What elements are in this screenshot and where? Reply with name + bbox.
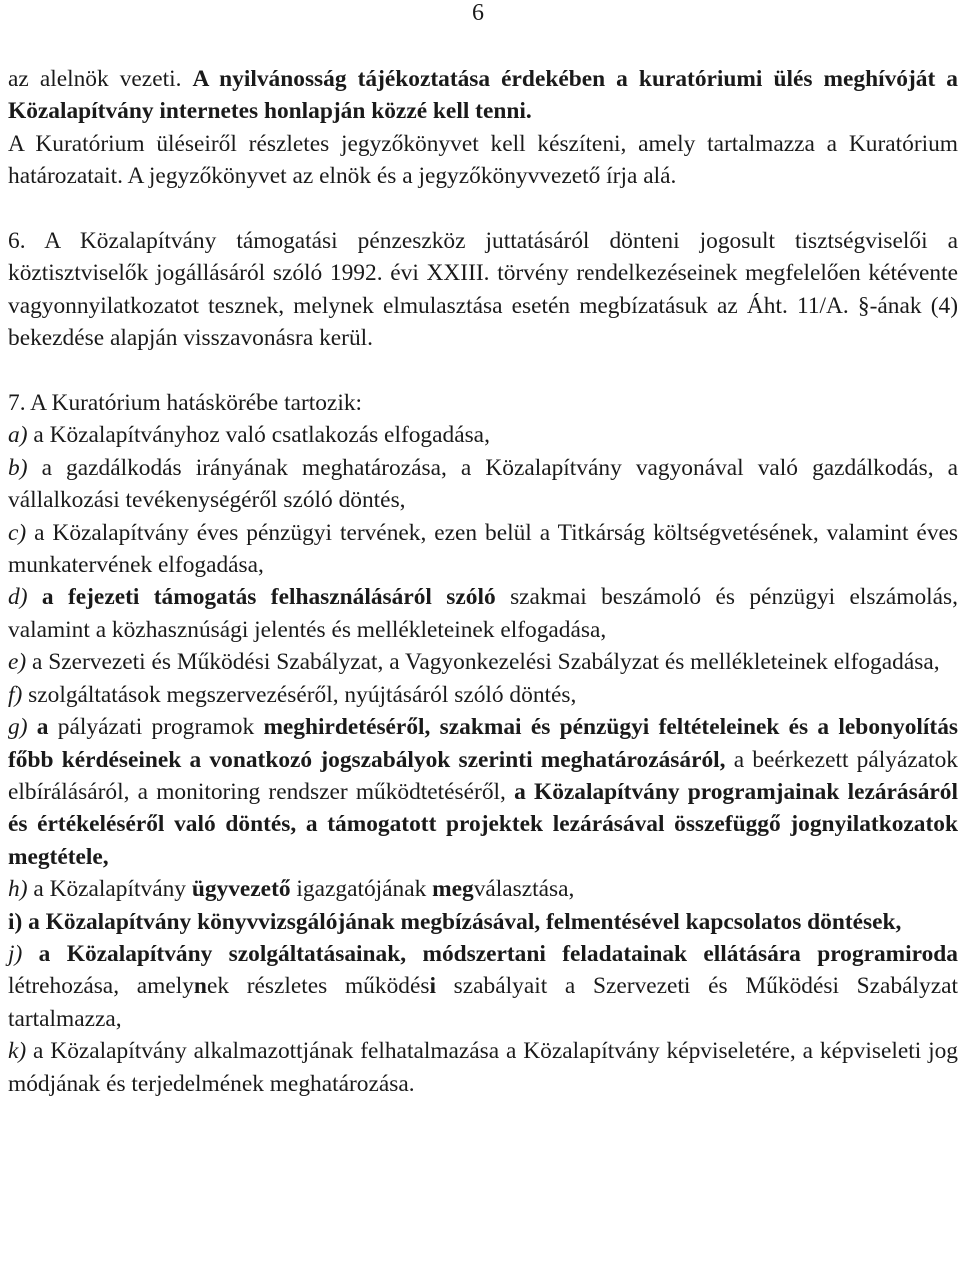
item-label: h) (8, 876, 28, 903)
item-text: a Közalapítványhoz való csatlakozás elfogadása, (27, 422, 490, 449)
list-item-k (8, 1035, 958, 1100)
list-item-c (8, 517, 958, 582)
paragraph-meeting-minutes (8, 63, 958, 193)
item-label: b) (8, 454, 28, 481)
item-label: c) (8, 519, 27, 546)
bold-text-run: A nyilvánosság tájékoztatása érdekében a kuratóriumi ülés meghívóját a Közalapítvány internetes honlapján közzé kell tenni. (8, 66, 958, 125)
bold-text-run: a Közalapítvány programjainak lezárásáról és értékeléséről való döntés, a támogatott projektek lezárásával összefüggő jognyilatkozatok megtétele, (8, 778, 958, 870)
bold-text-run: ügyvezető (191, 876, 291, 903)
bold-text-run: a fejezeti támogatás felhasználásáról szóló (27, 584, 496, 611)
text-run: létrehozása, amely (8, 973, 194, 1000)
text-run: a Közalapítvány (27, 876, 192, 903)
item-label: g) (8, 714, 28, 741)
list-item-e (8, 646, 958, 678)
item-text: a Szervezeti és Működési Szabályzat, a Vagyonkezelési Szabályzat és mellékleteinek elfogadása, (26, 649, 940, 676)
item-text: szolgáltatások megszervezéséről, nyújtásáról szóló döntés, (22, 681, 577, 708)
bold-text-run: meg (432, 876, 474, 903)
item-label: d) (8, 584, 28, 611)
text-run: A Kuratórium üléseiről részletes jegyzőkönyvet kell készíteni, amely tartalmazza a Kuratórium határozatait. A jegyzőkönyvet az elnök és a jegyzőkönyvvezető írja alá. (8, 130, 958, 190)
list-item-j (8, 938, 958, 1035)
list-item-i (8, 906, 958, 938)
list-item-h (8, 873, 958, 905)
bold-text-run: a Közalapítvány szolgáltatásainak, módszertani feladatainak ellátására programiroda (22, 940, 958, 967)
bold-text-run: a (27, 714, 49, 741)
item-label: f) (8, 681, 23, 708)
paragraph-6-asset-declaration: 6. A Közalapítvány támogatási pénzeszköz juttatásáról dönteni jogosult tisztségviselői a köztisztviselők jogállásáról szóló 1992. évi XXIII. törvény rendelkezéseinek megfelelően kétévente vagyonnyilatkozatot tesznek, melynek elmulasztása esetén megbízatásuk az Áht. 11/A. §-ának (4) bekezdése alapján visszavonásra kerül. (8, 228, 958, 352)
text-run: az alelnök vezeti. (8, 66, 193, 92)
paragraph-7-heading: 7. A Kuratórium hatáskörébe tartozik: (8, 390, 363, 417)
item-label: k) (8, 1038, 27, 1065)
item-text: a Közalapítvány alkalmazottjának felhatalmazása a Közalapítvány képviseletére, a képviseleti jog módjának és terjedelmének meghatározása. (8, 1038, 958, 1097)
item-label: j) (8, 940, 23, 967)
document-body (8, 63, 958, 1100)
bold-text-run: meghirdetéséről, szakmai és pénzügyi feltételeinek és a lebonyolítás főbb kérdéseinek a vonatkozó jogszabályok szerinti meghatározásáról, (8, 714, 958, 773)
bold-text-run: i) a Közalapítvány könyvvizsgálójának megbízásával, felmentésével kapcsolatos döntések, (8, 908, 902, 935)
bold-text-run: n (193, 973, 207, 1000)
text-run: választása, (473, 876, 575, 903)
text-run: igazgatójának (290, 876, 433, 903)
list-item-b (8, 452, 958, 517)
list-item-a (8, 419, 958, 451)
page-number: 6 (472, 0, 484, 26)
item-label: a) (8, 422, 28, 449)
text-run: a beérkezett pályázatok elbírálásáról, a monitoring rendszer működtetéséről, (8, 746, 958, 805)
item-text: szakmai beszámoló és pénzügyi elszámolás, valamint a közhasznúsági jelentés és mellékleteinek elfogadása, (8, 584, 958, 643)
text-run: pályázati programok (48, 714, 264, 741)
list-item-f (8, 679, 958, 711)
item-text: a Közalapítvány éves pénzügyi tervének, ezen belül a Titkárság költségvetésének, valamint éves munkatervének elfogadása, (8, 519, 958, 579)
item-text: a gazdálkodás irányának meghatározása, a Közalapítvány vagyonával való gazdálkodás, a vállalkozási tevékenységéről szóló döntés, (8, 454, 958, 514)
text-run: ek részletes működés (206, 973, 430, 1000)
item-label: e) (8, 649, 27, 676)
list-item-d (8, 581, 958, 646)
list-item-g (8, 711, 958, 873)
text-run: szabályait a Szervezeti és Működési Szabályzat tartalmazza, (8, 973, 958, 1032)
bold-text-run: i (429, 973, 436, 1000)
